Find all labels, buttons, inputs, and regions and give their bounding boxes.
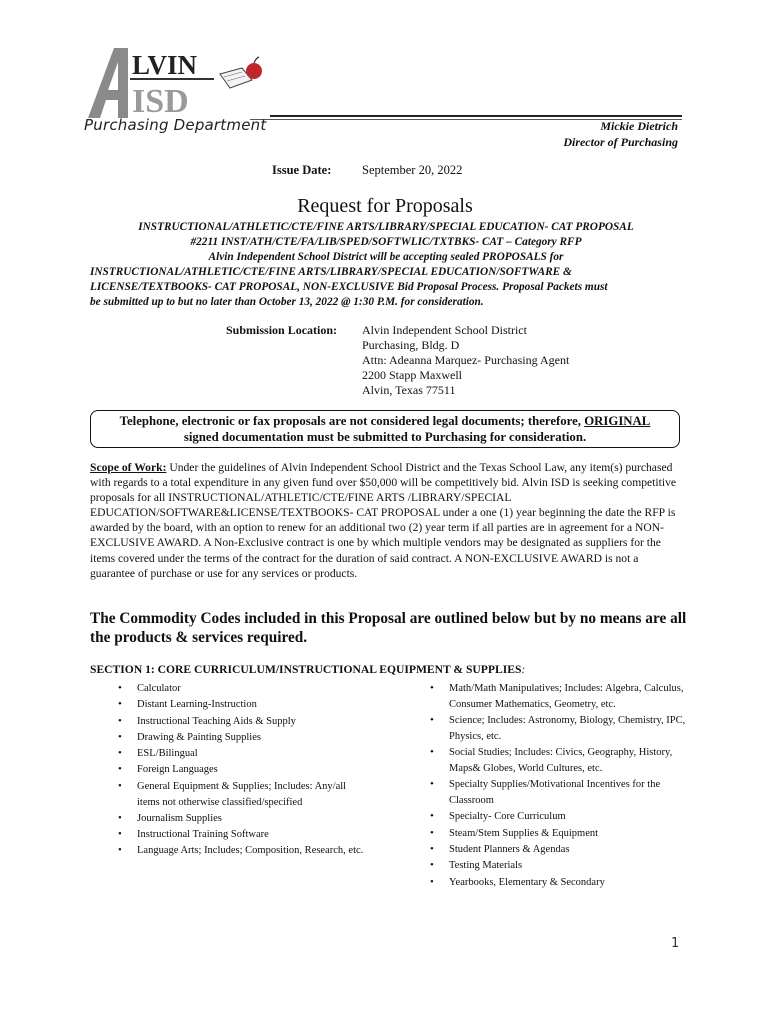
rfp-subtitle [90, 220, 682, 310]
list-item: • Science; Includes: Astronomy, Biology, Chemistry, IPC, Physics, etc. [430, 713, 688, 745]
header-rule [270, 115, 682, 117]
subtitle-line-1: INSTRUCTIONAL/ATHLETIC/CTE/FINE ARTS/LIBRARY/SPECIAL EDUCATION- CAT PROPOSAL [138, 221, 634, 233]
address-line: Alvin Independent School District [362, 323, 527, 337]
page-title: Request for Proposals [297, 195, 473, 217]
list-item: • Calculator [118, 681, 368, 697]
list-item: • Yearbooks, Elementary & Secondary [430, 875, 688, 891]
list-item: • Testing Materials [430, 858, 688, 874]
commodity-heading: The Commodity Codes included in this Proposal are outlined below but by no means are all the products & services required. [90, 610, 687, 646]
list-item: • Social Studies; Includes: Civics, Geography, History, Maps& Globes, World Cultures, etc. [430, 745, 688, 777]
section-1-right-list [430, 681, 688, 891]
subtitle-line-2: #2211 INST/ATH/CTE/FA/LIB/SPED/SOFTWLIC/TXTBKS- CAT – Category RFP [190, 236, 582, 248]
list-item: • Instructional Training Software [118, 827, 368, 843]
logo-isd-text: ISD [132, 83, 189, 120]
list-item: • Distant Learning-Instruction [118, 697, 368, 713]
section-1-title [90, 663, 525, 676]
apple-icon [246, 57, 262, 79]
subtitle-line-6: be submitted up to but no later than October 13, 2022 @ 1:30 P.M. for consideration. [90, 296, 484, 308]
subtitle-line-4: INSTRUCTIONAL/ATHLETIC/CTE/FINE ARTS/LIBRARY/SPECIAL EDUCATION/SOFTWARE & [90, 266, 572, 278]
notice-text-2: signed documentation must be submitted to Purchasing for consideration. [183, 430, 587, 444]
page-number: 1 [671, 936, 680, 951]
address-line: Attn: Adeanna Marquez- Purchasing Agent [362, 353, 570, 367]
subtitle-line-5: LICENSE/TEXTBOOKS- CAT PROPOSAL, NON-EXCLUSIVE Bid Proposal Process. Proposal Packets must [90, 281, 608, 293]
list-item: • General Equipment & Supplies; Includes: Any/all items not otherwise classified/specified [118, 779, 368, 811]
submission-location-label: Submission Location: [226, 323, 338, 337]
logo-letter-a [88, 48, 128, 118]
list-item: • Instructional Teaching Aids & Supply [118, 714, 368, 730]
address-line: 2200 Stapp Maxwell [362, 368, 462, 382]
purchasing-department-label: Purchasing Department [84, 116, 267, 134]
scope-text: Under the guidelines of Alvin Independent School District and the Texas School Law, any item(s) purchased with regards to a total expenditure in any given fund over $50,000 will be competitively bid. Alvin ISD is seeking competitive proposals for all INSTRUCTIONAL/ATHLETIC/CTE/FINE ARTS /LIBRARY/SPECIAL EDUCATION/SOFTWARE&LICENSE/TEXTBOOKS- CAT PROPOSAL under a one (1) year beginning the date the RFP is awarded by the board, with an option to renew for an additional two (2) year term if all parties are in agreement for a NON-EXCLUSIVE AWARD. A Non-Exclusive contract is one by which multiple vendors may be designated as suppliers for the items covered under the terms of the contract for the duration of said contract. A NON-EXCLUSIVE AWARD is not a guarantee of purchase or use for any services or products. [90, 461, 677, 580]
notice-text-1: Telephone, electronic or fax proposals are not considered legal documents; therefore, [119, 414, 585, 428]
list-item: • ESL/Bilingual [118, 746, 368, 762]
list-item: • Drawing & Painting Supplies [118, 730, 368, 746]
list-item: • Student Planners & Agendas [430, 842, 688, 858]
section-1-title-text: SECTION 1: CORE CURRICULUM/INSTRUCTIONAL EQUIPMENT & SUPPLIES [90, 663, 522, 676]
list-item: • Foreign Languages [118, 762, 368, 778]
list-item: • Language Arts; Includes; Composition, Research, etc. [118, 843, 368, 859]
director-role: Director of Purchasing [563, 135, 678, 149]
legal-notice-box [90, 410, 680, 448]
subtitle-line-3: Alvin Independent School District will be accepting sealed PROPOSALS for [208, 251, 564, 263]
notice-original: ORIGINAL [584, 414, 651, 428]
scope-of-work [90, 460, 682, 581]
director-block [563, 118, 678, 150]
logo-lvin-text: LVIN [132, 50, 198, 80]
scope-label: Scope of Work: [90, 461, 167, 474]
address-line: Purchasing, Bldg. D [362, 338, 460, 352]
list-item: • Math/Math Manipulatives; Includes: Algebra, Calculus, Consumer Mathematics, Geometry, etc. [430, 681, 688, 713]
director-name: Mickie Dietrich [600, 119, 678, 133]
list-item: • Steam/Stem Supplies & Equipment [430, 826, 688, 842]
section-1-left-list [118, 681, 368, 860]
list-item: • Specialty- Core Curriculum [430, 809, 688, 825]
list-item: • Specialty Supplies/Motivational Incentives for the Classroom [430, 777, 688, 809]
section-1-colon: : [521, 663, 526, 676]
address-line: Alvin, Texas 77511 [362, 383, 456, 397]
list-item: • Journalism Supplies [118, 811, 368, 827]
submission-address [362, 323, 569, 398]
issue-date-value: September 20, 2022 [362, 163, 463, 177]
issue-date-label: Issue Date: [272, 163, 332, 177]
